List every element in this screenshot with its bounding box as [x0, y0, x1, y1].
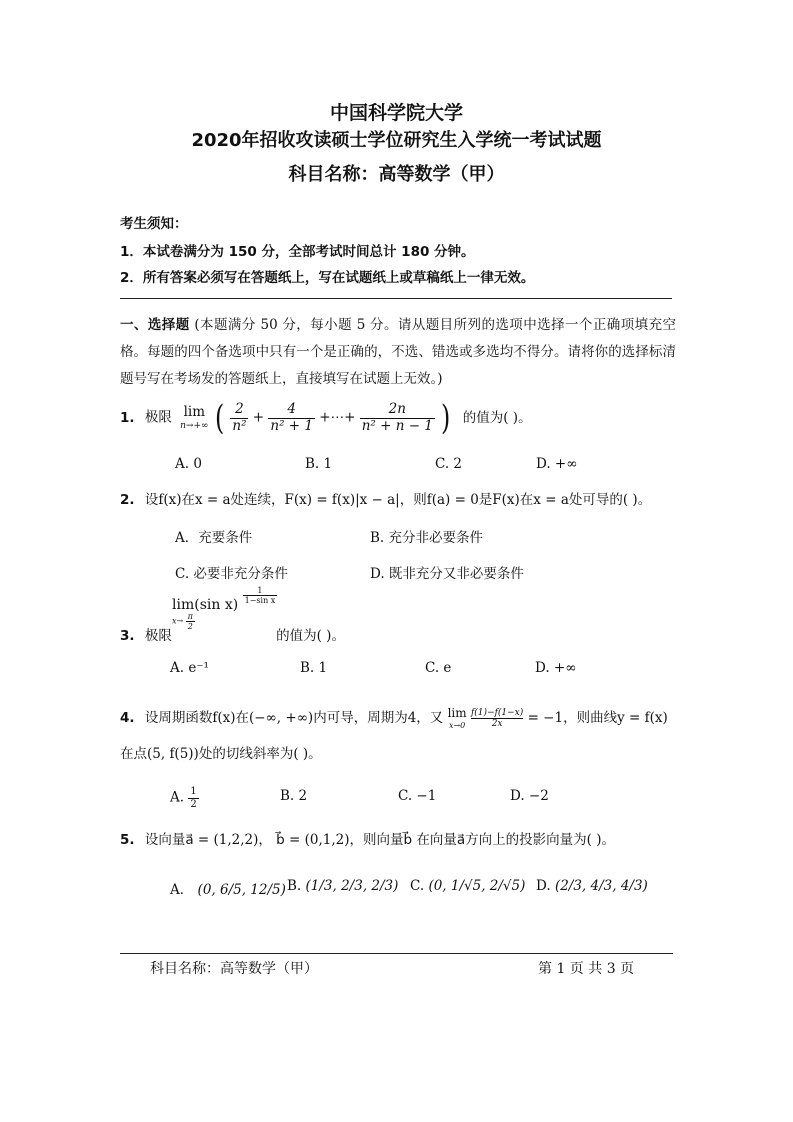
question-text-a: 设周期函数f(x)在(−∞, +∞)内可导，周期为4，又 [144, 710, 444, 726]
option-value: (0, 1/√5, 2/√5) [428, 878, 526, 894]
question-2 [120, 488, 651, 508]
footer-divider [120, 953, 673, 954]
question-number: 2. [120, 492, 135, 508]
lim-text: lim [183, 404, 206, 421]
notice-item-1: 1．本试卷满分为 150 分，全部考试时间总计 180 分钟。 [120, 244, 475, 260]
denominator: n² + 1 [270, 417, 313, 434]
question-prefix: 极限 [144, 628, 172, 644]
limit-operator [448, 707, 467, 730]
q2-option-c: C. 必要非充分条件 [175, 566, 288, 582]
q5-option-b [287, 878, 398, 894]
limit-operator [180, 405, 208, 431]
lim-expression: lim(sin x) [172, 596, 239, 613]
subject-title: 科目名称：高等数学（甲） [288, 164, 505, 185]
option-label: C. [410, 878, 425, 894]
q1-option-d: D. +∞ [536, 456, 578, 472]
option-label: A． [170, 882, 194, 898]
left-paren: ( [214, 398, 225, 438]
section1-instructions: (本题满分 50 分，每小题 5 分。请从题目所列的选项中选择一个正确项填充空格。每题的四个备选项中只有一个是正确的，不选、错选或多选均不得分。请将你的选择标清题号写在考场发的答题纸上，直接填写在试题上无效。) [120, 317, 676, 387]
question-suffix: 的值为( )。 [276, 628, 345, 644]
q3-option-a: A. e⁻¹ [170, 660, 209, 676]
section1-intro [120, 312, 676, 393]
lim-subscript: n→+∞ [180, 420, 209, 431]
question-4-line2: 在点(5, f(5))处的切线斜率为( )。 [120, 746, 322, 762]
fraction-term-3 [360, 402, 435, 434]
question-5 [120, 828, 615, 848]
q3-option-b: B. 1 [300, 660, 328, 676]
numerator: 2n [388, 400, 406, 417]
divider [120, 298, 672, 299]
denominator: 1−sin x [244, 596, 276, 606]
q4-option-a [170, 786, 199, 810]
question-number: 4. [120, 710, 135, 726]
university-title: 中国科学院大学 [329, 102, 463, 124]
q1-option-a: A. 0 [175, 456, 202, 472]
numerator: 2 [235, 400, 244, 417]
q3-option-d: D. +∞ [535, 660, 577, 676]
q4-option-c: C. −1 [398, 788, 437, 804]
denominator: n² [232, 417, 247, 434]
question-suffix: 的值为( )。 [462, 409, 532, 426]
q2-option-a: A．充要条件 [175, 530, 253, 546]
numerator: 1 [190, 786, 197, 797]
option-value: (1/3, 2/3, 2/3) [305, 878, 399, 894]
question-number: 3. [120, 628, 135, 644]
numerator: 4 [287, 400, 296, 417]
question-1: 1. 极限 lim n→+∞ ( $\frac{2}{\text{n²}}$ + $\frac{4}{\text{n² + 1}}$ +⋯+ $\frac{2n}{\text{n² + n − 1}}$ ) 的值为( )。 [120, 398, 532, 438]
denominator: 2 [187, 622, 193, 632]
option-value: (0, 6/5, 12/5) [197, 882, 286, 898]
question-number: 1. [120, 409, 135, 426]
q1-option-c: C. 2 [435, 456, 463, 472]
numerator: π [187, 612, 193, 621]
q4-option-d: D. −2 [510, 788, 549, 804]
lim-text: lim [447, 706, 467, 720]
question-4 [120, 706, 668, 730]
q5-option-d [536, 878, 648, 894]
option-label: A. [170, 789, 185, 806]
footer-subject: 科目名称：高等数学（甲） [150, 961, 318, 977]
question-text-b: = −1，则曲线y = f(x) [527, 710, 668, 726]
limit-fraction [471, 708, 523, 730]
option-value: (2/3, 4/3, 4/3) [554, 878, 648, 894]
q4-option-b: B. 2 [280, 788, 308, 804]
fraction-term-2 [268, 402, 315, 434]
q5-option-a [170, 878, 286, 898]
right-paren: ) [441, 398, 451, 438]
q1-option-b: B. 1 [305, 456, 333, 472]
q3-limit-expression [172, 586, 277, 613]
denominator: 2 [190, 798, 197, 810]
notice-item-2: 2．所有答案必须写在答题纸上，写在试题纸上或草稿纸上一律无效。 [120, 270, 535, 286]
footer-page-number: 第 1 页 共 3 页 [538, 961, 635, 977]
q5-option-c [410, 878, 525, 894]
lim-subscript: x→0 [448, 720, 466, 730]
question-text: 设f(x)在x = a处连续，F(x) = f(x)|x − a|，则f(a) = 0是F(x)在x = a处可导的( )。 [144, 492, 652, 508]
numerator: f(1)−f(1−x) [470, 707, 524, 718]
question-3 [120, 624, 345, 644]
numerator: 1 [257, 586, 263, 595]
section1-heading: 一、选择题 [120, 317, 190, 333]
exponent-fraction [243, 586, 278, 605]
option-fraction [188, 786, 198, 810]
fraction-term-1 [230, 402, 248, 434]
q3-option-c: C. e [425, 660, 452, 676]
notice-title: 考生须知： [120, 216, 188, 232]
ellipsis-term: +⋯+ [319, 409, 356, 426]
denominator: n² + n − 1 [361, 417, 433, 434]
q2-option-d: D. 既非充分又非必要条件 [370, 566, 524, 582]
question-text: 设向量a⃗ = (1,2,2)， b⃗ = (0,1,2)，则向量b⃗ 在向量a⃗方向上的投影向量为( )。 [144, 832, 615, 848]
exam-title: 2020年招收攻读硕士学位研究生入学统一考试试题 [191, 130, 602, 151]
denominator: 2x [471, 718, 523, 729]
question-number: 5. [120, 832, 135, 848]
question-prefix: 极限 [144, 409, 172, 426]
option-label: D. [536, 878, 551, 894]
q2-option-b: B. 充分非必要条件 [370, 530, 484, 546]
option-label: B. [287, 878, 302, 894]
subscript-arrow: x→ [172, 616, 184, 626]
